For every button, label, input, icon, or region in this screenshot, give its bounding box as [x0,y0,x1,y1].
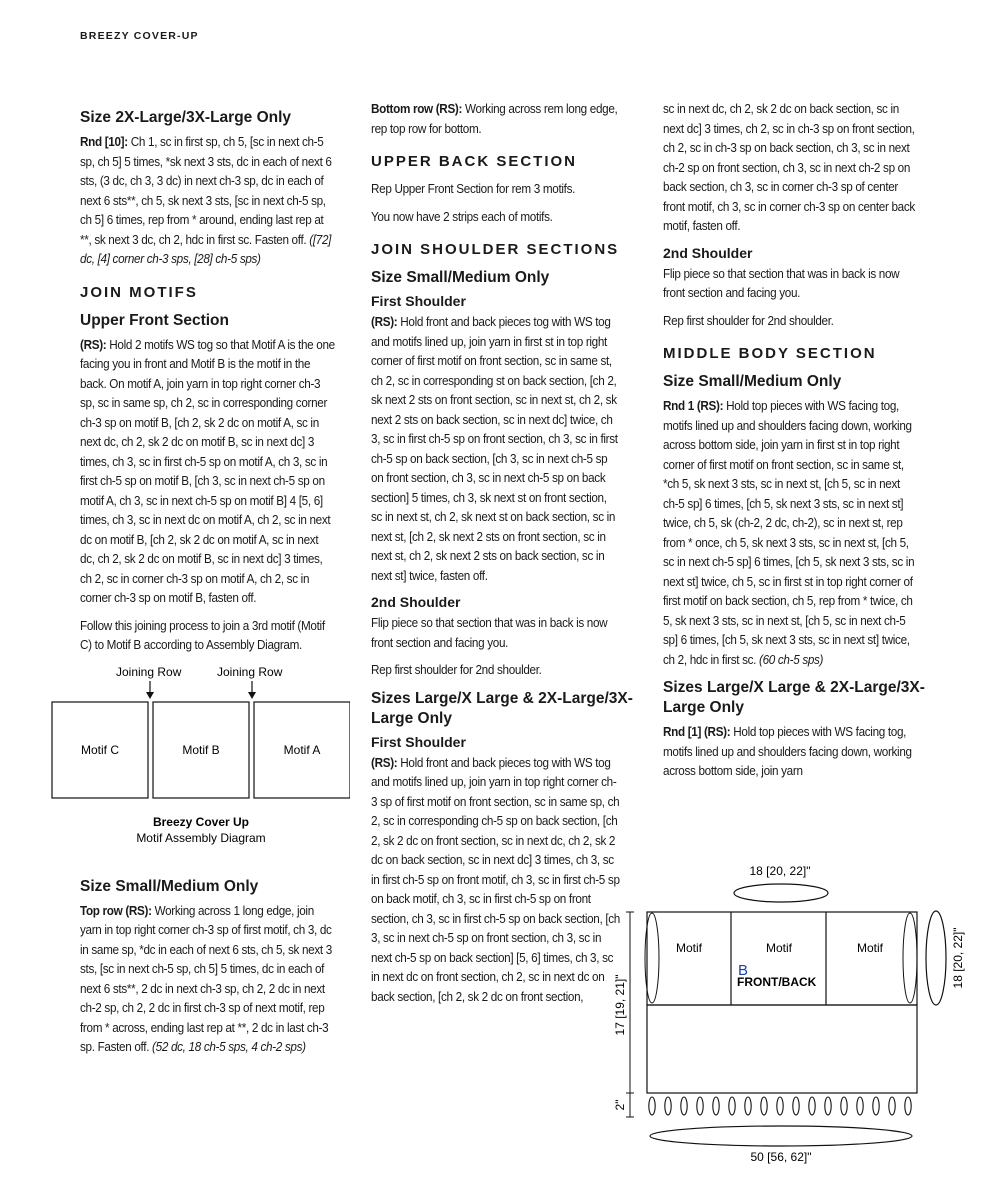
rnd-10-text: Ch 1, sc in first sp, ch 5, [sc in next ch-5 sp, ch 5] 5 times, *sk next 3 sts, dc in each of next 6 sts, (3 dc, ch 3, 3 dc) in next ch-3 sp, dc in each of next 6 sts**, ch 5, sk next 3 sts, [sc in next ch-5 sp, ch 5] 6 times, rep from * around, ending last rep at **, sk next 3 dc, ch 2, hdc in first sc. Fasten off. [80,135,332,247]
joining-row-label-2: Joining Row [217,664,283,679]
column-1 [80,100,355,1066]
front-back-label: FRONT/BACK [737,975,817,989]
rnd-1b-paragraph [663,723,916,782]
top-row-count: (52 dc, 18 ch-5 sps, 4 ch-2 sps) [152,1040,306,1054]
heading-second-shoulder-2: 2nd Shoulder [663,244,753,261]
fringe-loop [841,1097,847,1115]
side-dimension: 18 [20, 22]" [951,927,965,989]
fringe-dimension: 2" [613,1099,627,1111]
assembly-diagram-svg [50,664,350,869]
rs-label-2: (RS): [371,315,398,329]
upper-front-paragraph [80,336,336,609]
rnd-10-count: ([72] dc, [4] corner ch-3 sps, [28] ch-5 sps) [80,232,332,266]
motif-label-1: Motif [675,941,703,955]
bottom-row-paragraph [371,100,620,139]
lower-body [647,1005,917,1093]
hem-oval [650,1126,912,1146]
rnd-10-paragraph [80,133,336,270]
joining-row-label-1: Joining Row [116,664,182,679]
heading-first-shoulder: First Shoulder [371,293,466,309]
handwritten-mark: B [738,962,749,979]
fringe-loop [761,1097,767,1115]
running-head: BREEZY COVER-UP [80,30,199,42]
neck-opening [734,884,828,902]
fringe-loop [777,1097,783,1115]
rep-paragraph: Rep first shoulder for 2nd shoulder. [371,663,542,677]
fringe-loop [889,1097,895,1115]
column-3 [663,100,935,782]
rs-label: (RS): [80,337,107,352]
motif-b-label: Motif B [182,742,220,757]
motif-label-3: Motif [856,941,884,955]
flip-paragraph-2: Flip piece so that section that was in back is now front section and facing you. [663,266,900,300]
side-oval [926,911,946,1005]
section-upper-back: UPPER BACK SECTION [371,153,578,170]
heading-size-large-2: Sizes Large/X Large & 2X-Large/3X-Large Only [663,679,925,716]
fringe-loop [809,1097,815,1115]
upper-back-p1: Rep Upper Front Section for rem 3 motifs. [371,182,576,196]
rnd-1-label: Rnd 1 (RS): [663,399,724,413]
fringe-loop [697,1097,703,1115]
assembly-diagram [80,664,355,869]
armhole-right [903,913,917,1003]
top-dimension: 18 [20, 22]" [749,864,811,878]
fringe-loop [745,1097,751,1115]
fringe-loop [873,1097,879,1115]
rep-paragraph-2: Rep first shoulder for 2nd shoulder. [663,313,834,328]
assembly-caption-2: Motif Assembly Diagram [136,830,266,845]
rnd-1-count: (60 ch-5 sps) [759,652,824,667]
fringe-loop [665,1097,671,1115]
width-dimension: 50 [56, 62]" [750,1150,812,1164]
rnd-10-label: Rnd [10]: [80,135,128,149]
rs-text: Hold 2 motifs WS tog so that Motif A is the one facing you in front and Motif B is the motif in the back. On motif A, join yarn in top right corner ch-3 sp, sc in same sp, ch 2, sc in corresponding corner ch-3 sp on motif B, [ch 2, sk 2 dc on motif A, sc in next dc, ch 2, sk 2 dc on motif B, sc in next dc] 3 times, ch 3, sc in first ch-5 sp on motif A, ch 3, sc in first ch-5 sp on motif B, [ch 3, sc in next ch-5 sp on motif A, ch 3, sc in next ch-5 sp on motif B] 4 [5, 6] times, ch 3, sc in next dc on motif A, ch 2, sc in next dc on motif B, [ch 2, sk 2 dc on motif A, sc in next dc, ch 2, sk 2 dc on motif B, sc in next dc] 3 times, ch 2, sc in corner ch-3 sp on motif A, ch 2, sc in corner ch-3 sp on motif B, fasten off. [80,337,335,605]
section-join-shoulder: JOIN SHOULDER SECTIONS [371,241,620,258]
top-row-label: Top row (RS): [80,903,152,918]
fringe-loop [729,1097,735,1115]
bottom-row-text: Working across rem long edge, rep top row for bottom. [371,102,618,136]
top-row-paragraph [80,902,336,1058]
fringe-loops [649,1097,911,1115]
upper-band [647,912,917,1005]
section-join-motifs: JOIN MOTIFS [80,283,198,301]
fringe-loop [649,1097,655,1115]
column-2 [371,100,639,1007]
fringe-loop [713,1097,719,1115]
heading-size-2xl: Size 2X-Large/3X-Large Only [80,109,292,126]
motif-c-label: Motif C [80,742,120,757]
heading-upper-front: Upper Front Section [80,311,229,329]
section-middle-body: MIDDLE BODY SECTION [663,345,877,362]
rnd-1b-label: Rnd [1] (RS): [663,725,731,739]
fringe-loop [793,1097,799,1115]
fringe-loop [825,1097,831,1115]
first-shoulder-text: Hold front and back pieces tog with WS tog and motifs lined up, join yarn in first st in top right corner of first motif on front section, sc in same st, ch 2, sc in corresponding st on back section, [ch 2, sk next 2 sts on front section, sc in next st, ch 2, sk next 2 sts on back section, sc in next dc] twice, ch 3, sc in first ch-5 sp on front section, ch 3, sc in first ch-5 sp on back section, [ch 3, sc in next ch-5 sp on front section, ch 3, sc in next ch-5 sp on back section] 5 times, ch 3, sk next st on front section, sc in next st, ch 2, sk next st on back section, sc in next st, [ch 2, sk next 2 sts on front section, sc in next st, ch 2, sk next 2 sts on back section, sc in next st] twice, fasten off. [371,315,618,583]
height-dimension: 17 [19, 21]" [613,974,627,1036]
heading-size-small: Size Small/Medium Only [80,877,259,895]
upper-back-p2: You now have 2 strips each of motifs. [371,209,553,224]
heading-size-large: Sizes Large/X Large & 2X-Large/3X-Large Only [371,689,633,727]
rnd-1-text: Hold top pieces with WS facing tog, motifs lined up and shoulders facing down, working across bottom side, join yarn in first st in top right corner of first motif on front section, sc in same st, *ch 5, sk next 3 sts, sc in next st, [ch 5, sc in next ch-5 sp] 6 times, [ch 5, sk next 3 sts, sc in next st] twice, ch 5, sk (ch-2, 2 dc, ch-2), sc in next st, rep from * once, ch 5, sk next 3 sts, sc in next st, [ch 5, sc in next ch-5 sp] 6 times, [ch 5, sk next 3 sts, sc in next st] twice, ch 5, sc in first st in top right corner of first motif on back section, ch 5, rep from * twice, ch 5, sk next 3 sts, sc in next st, [ch 5, sc in next ch-5 sp] 6 times, [ch 5, sk next 3 sts, sc in next st] twice, ch 2, hdc in first sc. [663,399,915,667]
fringe-loop [905,1097,911,1115]
first-shoulder-2-paragraph [371,754,620,1008]
arrow-head-2 [248,692,256,699]
heading-second-shoulder: 2nd Shoulder [371,594,461,610]
bottom-row-label: Bottom row (RS): [371,102,463,116]
heading-size-small-3: Size Small/Medium Only [663,373,842,390]
motif-label-2: Motif [765,941,793,955]
heading-size-small-2: Size Small/Medium Only [371,269,550,286]
assembly-caption-1: Breezy Cover Up [152,814,250,829]
rnd-1b-text: Hold top pieces with WS facing tog, motifs lined up and shoulders facing down, working across bottom side, join yarn [663,725,912,778]
heading-first-shoulder-2: First Shoulder [371,733,466,750]
fringe-loop [681,1097,687,1115]
fringe-loop [857,1097,863,1115]
first-shoulder-2-text: Hold front and back pieces tog with WS tog and motifs lined up, join yarn in top right corner ch-3 sp of first motif on front section, sc in same sp, ch 2, sc in corresponding ch-5 sp on back section, [ch 2, sk 2 dc on front section, sc in next dc, ch 2, sk 2 dc on back section, sc in next dc] 3 times, ch 3, sc in first ch-5 sp on front motif, ch 3, sc in first ch-5 sp on back motif, ch 3, sc in first ch-5 sp on front section, ch 3, sc in first ch-5 sp on back section, [ch 3, sc in next ch-5 sp on front section, ch 3, sc in next ch-5 sp on back section] [5, 6] times, ch 3, sc in next dc on front section, ch 2, sc in next dc on back section, [ch 2, sk 2 dc on front section, [371,755,621,1004]
arrow-head-1 [146,692,154,699]
rnd-1-paragraph [663,397,916,670]
top-row-text: Working across 1 long edge, join yarn in top right corner ch-3 sp of first motif, ch 3, dc in same sp, *dc in each of next 6 sts, ch 5, sk next 3 sts, [sc in next ch-5 sp, ch 5] 5 times, dc in each of next 6 sts**, 2 dc in next ch-3 sp, ch 2, 2 dc in next ch-2 sp, ch 2, 2 dc in first ch-3 sp of next motif, rep from * across, ending last rep at **, 2 dc in last ch-3 sp. Fasten off. [80,903,332,1054]
continued-paragraph: sc in next dc, ch 2, sk 2 dc on back section, sc in next dc] 3 times, ch 2, sc in ch-3 sp on front section, ch 2, sc in ch-3 sp on back section, ch 3, sc in next ch-2 sp on front section, ch 3, sc in next ch-2 sp on back section, ch 3, sc in corner ch-3 sp of center front motif, ch 3, sc in corner ch-3 sp on center back motif, fasten off. [663,102,915,233]
motif-a-label: Motif A [283,742,321,757]
flip-paragraph: Flip piece so that section that was in back is now front section and facing you. [371,616,608,650]
first-shoulder-paragraph [371,313,620,586]
rs-label-3: (RS): [371,755,398,770]
body-schematic [600,855,980,1175]
follow-paragraph: Follow this joining process to join a 3rd motif (Motif C) to Motif B according to Assembly Diagram. [80,618,325,652]
